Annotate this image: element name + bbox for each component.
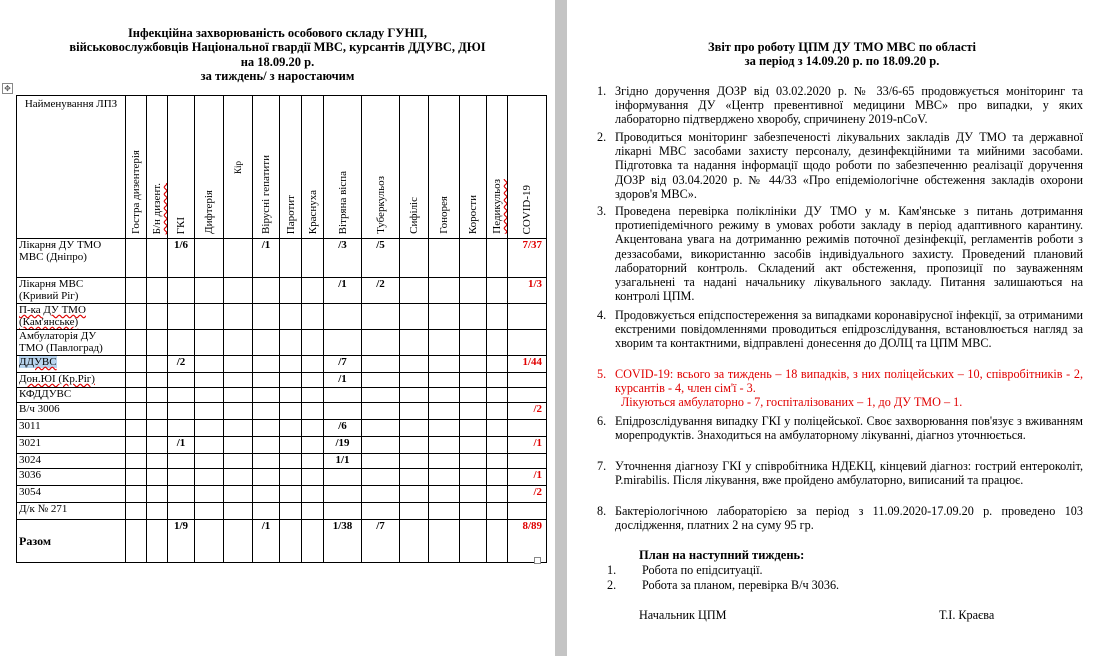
left-title-line-2: військовослужбовців Національної гвардії МВС, курсантів ДДУВС, ДЮІ (69, 40, 486, 54)
table-header-row (17, 96, 547, 239)
report-item-7: 7. Уточнення діагнозу ГКІ у співробітника НДЕКЦ, кінцевий діагноз: гострий ентероколіт, P.mirabilis. Після лікування, вже пройдено амбулаторно, виписаний та працює. (597, 459, 1083, 488)
row-name: 3011 (17, 420, 126, 437)
total-label: Разом (17, 520, 126, 563)
cell-hep (253, 304, 280, 330)
cell-hep (253, 388, 280, 403)
table-row (17, 503, 547, 520)
total-tb: /7 (362, 520, 400, 563)
table-row (17, 403, 547, 420)
cell-covid (508, 304, 547, 330)
table-row (17, 330, 547, 356)
signature-role: Начальник ЦПМ (639, 608, 727, 622)
cell-tb (362, 304, 400, 330)
cell-gki (168, 373, 195, 388)
total-covid: 8/89 (508, 520, 547, 563)
report-title-line-1: Звіт про роботу ЦПМ ДУ ТМО МВС по області (707, 40, 977, 54)
cell-gki: 1/6 (168, 239, 195, 278)
row-name: Амбулаторія ДУ ТМО (Павлоград) (17, 330, 126, 356)
cell-vv (324, 403, 362, 420)
header-col-2: Б/н дизент. (147, 96, 168, 239)
row-name: Д/к № 271 (17, 503, 126, 520)
header-col-12: Гонорея (429, 96, 460, 239)
total-vv: 1/38 (324, 520, 362, 563)
left-title-line-1: Інфекційна захворюваність особового складу ГУНП, (127, 26, 428, 40)
report-title-line-2: за період з 14.09.20 р. по 18.09.20 р. (744, 54, 940, 68)
table-row (17, 437, 547, 454)
cell-vv: /7 (324, 356, 362, 373)
cell-covid: /1 (508, 437, 547, 454)
cell-hep (253, 330, 280, 356)
report-item-6: 6. Епідрозслідування випадку ГКІ у поліцейської. Своє захворювання пов'язує з вживанням морепродуктів. Знаходиться на амбулаторному лікуванні, діагноз уточнюється. (597, 414, 1083, 443)
cell-tb: /2 (362, 278, 400, 304)
plan-item-2: 2. Робота за планом, перевірка В/ч 3036. (607, 578, 840, 592)
cell-tb (362, 373, 400, 388)
cell-tb: /5 (362, 239, 400, 278)
table-row (17, 356, 547, 373)
cell-vv: /19 (324, 437, 362, 454)
table-row (17, 469, 547, 486)
cell-tb (362, 356, 400, 373)
header-col-5: Кір (224, 96, 253, 239)
cell-covid (508, 454, 547, 469)
cell-gki (168, 304, 195, 330)
cell-gki (168, 278, 195, 304)
row-name: 3054 (17, 486, 126, 503)
cell-vv: /3 (324, 239, 362, 278)
table-row (17, 388, 547, 403)
table-row (17, 278, 547, 304)
cell-hep (253, 356, 280, 373)
cell-covid (508, 388, 547, 403)
header-col-9: Вітряна віспа (324, 96, 362, 239)
left-page (0, 0, 555, 656)
report-item-8: 8. Бактеріологічною лабораторією за період з 11.09.2020-17.09.20 р. проведено 103 дослідження, платних 2 на суму 95 гр. (597, 504, 1083, 533)
cell-hep (253, 469, 280, 486)
report-item-3: 3. Проведена перевірка поліклініки ДУ ТМО у м. Кам'янське з питань дотримання протиепідемічного режиму в умовах роботи закладу в період адаптивного карантину. Акцентована увага на дотриманню режимів поточної дезінфекції, регламентів роботи з деззасобами, використанню засобів індивідуального захисту. Проведений плановий лабораторний контроль. Складений акт обстеження, пропозиції по зауваженням узагальнені та надані начальнику лікувального закладу. Питання залишаються на контролі ЦПМ. (597, 204, 1083, 304)
cell-hep (253, 503, 280, 520)
table-row (17, 304, 547, 330)
plan-title: План на наступний тиждень: (639, 548, 805, 562)
cell-vv (324, 503, 362, 520)
cell-tb (362, 486, 400, 503)
row-name: В/ч 3006 (17, 403, 126, 420)
cell-covid: /1 (508, 469, 547, 486)
cell-gki (168, 503, 195, 520)
cell-hep (253, 373, 280, 388)
header-col-8: Краснуха (302, 96, 324, 239)
cell-tb (362, 469, 400, 486)
cell-gki (168, 486, 195, 503)
cell-gki (168, 454, 195, 469)
cell-tb (362, 420, 400, 437)
cell-tb (362, 330, 400, 356)
table-move-handle-icon[interactable]: ✥ (2, 83, 13, 94)
table-row (17, 454, 547, 469)
infection-table (16, 95, 547, 563)
table-row (17, 373, 547, 388)
header-col-6: Вірусні гепатити (253, 96, 280, 239)
cell-hep (253, 403, 280, 420)
cell-hep (253, 420, 280, 437)
header-col-1: Гостра дизентерія (126, 96, 147, 239)
header-col-7: Паротит (280, 96, 302, 239)
cell-covid (508, 330, 547, 356)
report-item-5: 5. COVID-19: всього за тиждень – 18 випадків, з них поліцейських – 10, співробітників - 2, курсантів - 4, член сім'ї - 3. Лікуються амбулаторно - 7, госпіталізованих – 1, до ДУ ТМО – 1. (597, 367, 1083, 410)
row-name: ДДУВС (17, 356, 126, 373)
cell-tb (362, 388, 400, 403)
cell-hep: /1 (253, 239, 280, 278)
header-col-3: ГКІ (168, 96, 195, 239)
cell-vv (324, 388, 362, 403)
cell-hep (253, 454, 280, 469)
report-item-2: 2. Проводиться моніторинг забезпеченості лікувальних закладів ДУ ТМО та державної лікарні МВС засобами захисту персоналу, дезинфекційними та мийними засобами. Підготовка та надання інформації щодо роботи по забезпеченню реалізації доручення ДОЗР від 03.04.2020 р. № 44/33 «Про епідеміологічне обстеження закладів охорони здоров'я МВС». (597, 130, 1083, 201)
table-row (17, 420, 547, 437)
signature-name: Т.І. Краєва (939, 608, 995, 622)
cell-tb (362, 403, 400, 420)
cell-gki (168, 403, 195, 420)
row-name: 3036 (17, 469, 126, 486)
cell-covid (508, 420, 547, 437)
cell-gki (168, 469, 195, 486)
cell-covid (508, 373, 547, 388)
cell-gki (168, 330, 195, 356)
cell-covid: /2 (508, 403, 547, 420)
cell-covid: 1/44 (508, 356, 547, 373)
header-col-10: Туберкульоз (362, 96, 400, 239)
cell-vv (324, 486, 362, 503)
cell-gki: /2 (168, 356, 195, 373)
header-name: Найменування ЛПЗ (17, 96, 126, 239)
header-col-11: Сифіліс (400, 96, 429, 239)
cell-vv (324, 304, 362, 330)
cell-vv (324, 330, 362, 356)
report-item-1: 1. Згідно доручення ДОЗР від 03.02.2020 р. № 33/6-65 продовжується моніторинг та інформування ДУ «Центр превентивної медицини МВС» про випадки, у яких лабораторно підтверджено хворобу, спричинену 2019-nCoV. (597, 84, 1083, 127)
row-name: Дон.ЮІ (Кр.Ріг) (17, 373, 126, 388)
table-resize-handle[interactable] (534, 557, 541, 564)
cell-hep (253, 278, 280, 304)
table-row (17, 239, 547, 278)
cell-gki (168, 388, 195, 403)
cell-covid: 1/3 (508, 278, 547, 304)
total-row (17, 520, 547, 563)
plan-item-1: 1. Робота по епідситуації. (607, 563, 763, 577)
table-row (17, 486, 547, 503)
cell-covid: /2 (508, 486, 547, 503)
cell-vv: /1 (324, 278, 362, 304)
report-item-4: 4. Продовжується епідспостереження за випадками коронавірусної інфекції, за отриманими екстреними повідомленнями проводиться епідрозслідування, встановлюється нагляд за хворим та контактними, відправлені донесення до ДОЛЦ та ЦПМ МВС. (597, 308, 1083, 351)
cell-gki (168, 420, 195, 437)
row-name: Лікарня ДУ ТМО МВС (Дніпро) (17, 239, 126, 278)
cell-covid (508, 503, 547, 520)
left-title-line-4: за тиждень/ з наростаючим (200, 69, 355, 83)
cell-covid: 7/37 (508, 239, 547, 278)
total-gki: 1/9 (168, 520, 195, 563)
cell-vv: /6 (324, 420, 362, 437)
row-name: 3024 (17, 454, 126, 469)
cell-tb (362, 437, 400, 454)
cell-tb (362, 454, 400, 469)
right-page (567, 0, 1117, 656)
cell-tb (362, 503, 400, 520)
cell-vv: /1 (324, 373, 362, 388)
row-name: П-ка ДУ ТМО (Кам'янське) (17, 304, 126, 330)
cell-vv: 1/1 (324, 454, 362, 469)
header-col-14: Педикульоз (487, 96, 508, 239)
cell-gki: /1 (168, 437, 195, 454)
total-hep: /1 (253, 520, 280, 563)
cell-vv (324, 469, 362, 486)
row-name: Лікарня МВС (Кривий Ріг) (17, 278, 126, 304)
left-title-line-3: на 18.09.20 р. (240, 55, 315, 69)
cell-hep (253, 437, 280, 454)
row-name: КФДДУВС (17, 388, 126, 403)
header-col-4: Дифтерія (195, 96, 224, 239)
cell-hep (253, 486, 280, 503)
header-col-15: COVID-19 (508, 96, 547, 239)
row-name: 3021 (17, 437, 126, 454)
header-col-13: Корости (460, 96, 487, 239)
